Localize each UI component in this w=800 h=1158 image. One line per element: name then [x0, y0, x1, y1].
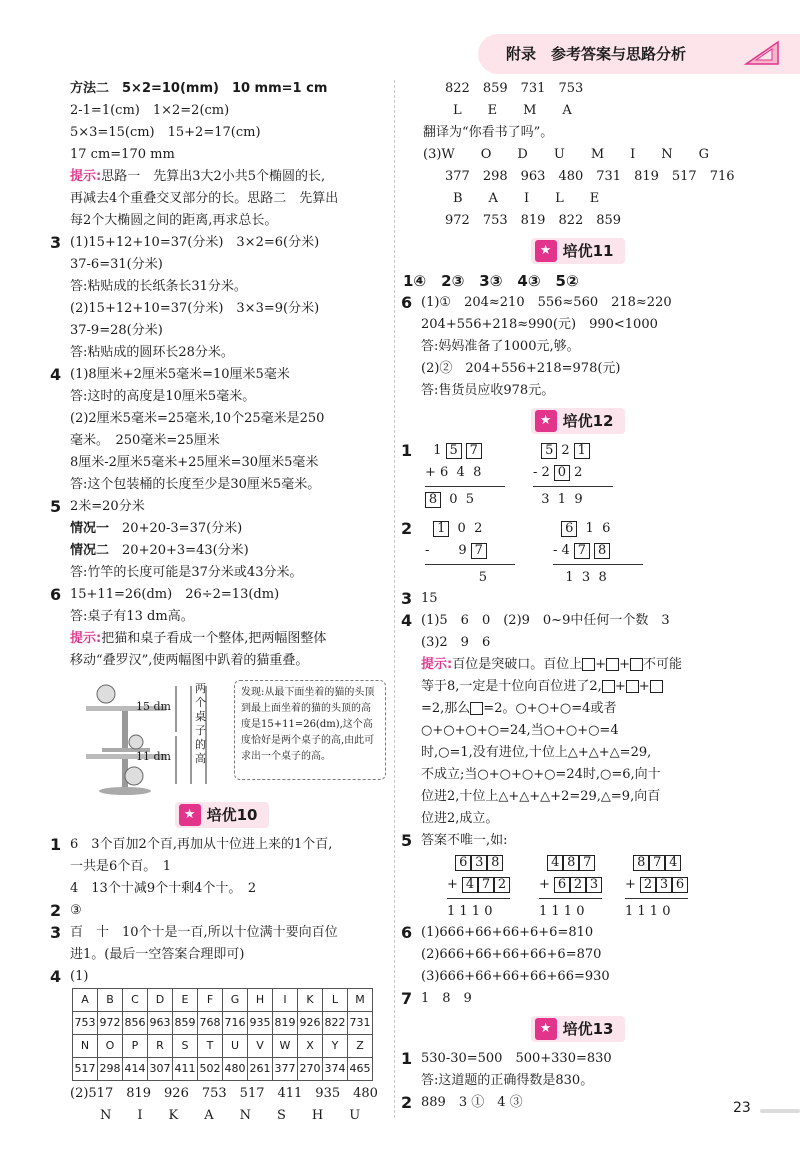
section-title: 培优12 [562, 412, 614, 430]
tip-text: ○+○+○+○=24,当○+○+○=4 [421, 723, 619, 738]
discovery-note: 发现:从最下面坐着的猫的头顶到最上面坐着的猫的头顶的高度是15+11=26(dm),这个高度恰好是两个桌子的高,由此可求出一个桌子的高。 [234, 680, 386, 780]
section-header-12 [531, 408, 626, 434]
question-number: 3 [50, 923, 62, 942]
code-letter-cell: V [248, 1035, 273, 1058]
tip-text: 时,○=1,没有进位,十位上△+△+△=29, [421, 745, 652, 760]
code-number-cell: 298 [98, 1058, 123, 1081]
answer-line: 530-30=500 500+330=830 [421, 1051, 612, 1066]
code-number-cell: 716 [223, 1012, 248, 1035]
answer-line: 答:这道题的正确得数是830。 [421, 1073, 594, 1088]
code-letter-cell: C [123, 989, 148, 1012]
code-letter-cell: H [248, 989, 273, 1012]
right-column: 822 859 731 753 L E M A 翻译为“你看书了吗”。 (3)W O D U M I N G 377 298 963 480 731 819 517 716 B A I L E 972 753 819 822 859 ★ 培优11 1④ 2③ 3③ 4③ 5② 6 (1)① 204≈210 556≈560 218≈220 204+556+218≈990(元) 990<1000 答:妈妈准备了1000元,够。 (2)② 204+556+218=978(元) 答:售货员应收978元。 ★ 培优12 1 1 5 7 + 6 4 8 8 0 5 5 2 1 - 2 0 2 3 1 9 2 1 0 2 - 9 7 5 6 1 6 - 4 7 8 1 3 8 3 15 4 (1)5 6 0 (2)9 0~9中任何一个数 3 (3)2 9 6 提示:百位是突破口。百位上 + + 不可能 等于8,一定是十位向百位进了2, + + =2,那么 =2。○+○+○=4或者 ○+○+○+○=24,当○+○+○=4 时,○=1,没有进位,十位上△+△+△=29, 不成立;当○+○+○+○=24时,○=6,向十 位进2,十位上△+△+△+2=29,△=9,向百 位进2,成立。 5 答案不唯一,如: 6 3 8 + 4 7 2 1 1 1 0 4 8 7 + 6 2 3 1 1 1 0 8 7 4 + 2 3 6 1 1 1 0 6 (1)666+66+66+6+6=810 (2)666+66+66+66+6=870 (3)666+66+66+66+66=930 7 1 8 9 ★ 培优13 1 530-30=500 500+330=830 答:这道题的正确得数是830。 2 889 3 ① 4 ③ [403, 78, 753, 1114]
code-letter-cell: Z [348, 1035, 373, 1058]
answer-line: 答案不唯一,如: [421, 833, 508, 848]
code-number-cell: 819 [273, 1012, 298, 1035]
answer-line: 889 3 ① 4 ③ [421, 1095, 523, 1110]
code-letter-cell: U [223, 1035, 248, 1058]
code-number-cell: 411 [173, 1058, 198, 1081]
code-letter-cell: T [198, 1035, 223, 1058]
column-divider [394, 80, 395, 1118]
question-number: 5 [401, 831, 413, 850]
code-number-cell: 307 [148, 1058, 173, 1081]
tip-text: 等于8,一定是十位向百位进了2, [421, 679, 602, 694]
star-icon: ★ [535, 410, 557, 432]
tip-text: 不成立;当○+○+○+○=24时,○=6,向十 [421, 767, 661, 782]
tip-text: 百位是突破口。百位上 [452, 657, 583, 672]
answer-line: 1 8 9 [421, 991, 472, 1006]
case-label: 情况一 [70, 521, 110, 536]
code-letter-cell: M [348, 989, 373, 1012]
tip-text: =2。○+○+○=4或者 [483, 701, 617, 716]
answer-line: 20+20+3=43(分米) [122, 543, 249, 558]
code-number-cell: 270 [298, 1058, 323, 1081]
code-letter-cell: Y [323, 1035, 348, 1058]
code-letter-cell: I [273, 989, 298, 1012]
tip-text: 位进2,成立。 [421, 811, 499, 826]
question-number: 1 [401, 1049, 413, 1068]
question-number: 6 [401, 293, 413, 312]
code-letter-cell: G [223, 989, 248, 1012]
cat-table-figure [52, 676, 392, 796]
answer-line: B A I L E [453, 191, 600, 206]
code-letter-cell: N [73, 1035, 98, 1058]
answer-line: (1)5 6 0 (2)9 0~9中任何一个数 3 [421, 613, 670, 628]
answer-line: 37-6=31(分米) [70, 257, 163, 272]
answer-line: 1④ 2③ 3③ 4③ 5② [403, 272, 579, 290]
answer-line: 6 3个百加2个百,再加从十位进上来的1个百, [70, 837, 333, 852]
code-number-cell: 963 [148, 1012, 173, 1035]
code-letter-cell: K [298, 989, 323, 1012]
question-number: 4 [50, 365, 62, 384]
header-title: 附录 参考答案与思路分析 [506, 45, 687, 63]
answer-line: 204+556+218≈990(元) 990<1000 [421, 317, 658, 332]
answer-line: 一共是6个百。 1 [70, 859, 172, 874]
code-number-cell: 926 [298, 1012, 323, 1035]
answer-line: 822 859 731 753 [445, 81, 584, 96]
vertical-addition: 8 7 4 + 2 3 6 1 1 1 0 [625, 852, 688, 923]
question-number: 1 [50, 835, 62, 854]
answer-line: 答:竹竿的长度可能是37分米或43分米。 [70, 565, 303, 580]
answer-line: 37-9=28(分米) [70, 323, 163, 338]
answer-line: (1)① 204≈210 556≈560 218≈220 [421, 295, 672, 310]
vertical-addition: 6 3 8 + 4 7 2 1 1 1 0 [447, 852, 510, 923]
tip-text: 不可能 [643, 657, 683, 672]
vertical-subtraction: 5 2 1 - 2 0 2 3 1 9 [533, 440, 613, 511]
question-number: 6 [401, 923, 413, 942]
code-number-cell: 859 [173, 1012, 198, 1035]
section-header-11 [531, 238, 626, 264]
code-number-cell: 935 [248, 1012, 273, 1035]
answer-line: 972 753 819 822 859 [445, 213, 622, 228]
answer-line: 答:妈妈准备了1000元,够。 [421, 339, 580, 354]
answer-line: 百 十 10个十是一百,所以十位满十要向百位 [70, 925, 338, 940]
tip-text: 思路一 先算出3大2小共5个椭圆的长, [101, 169, 326, 184]
question-number: 3 [401, 589, 413, 608]
answer-line: 答:这时的高度是10厘米5毫米。 [70, 389, 256, 404]
code-number-cell: 414 [123, 1058, 148, 1081]
vertical-subtraction: 6 1 6 - 4 7 8 1 3 8 [553, 518, 643, 589]
answer-line: 2米=20分米 [70, 499, 145, 514]
answer-line: (2)666+66+66+66+6=870 [421, 947, 602, 962]
code-number-cell: 753 [73, 1012, 98, 1035]
answer-line: 翻译为“你看书了吗”。 [423, 125, 554, 140]
answer-line: (2)2厘米5毫米=25毫米,10个25毫米是250 [70, 411, 325, 426]
cat-table-illustration [66, 676, 246, 796]
answer-line: 4 13个十减9个十剩4个十。 2 [70, 881, 257, 896]
answer-line: 毫米。 250毫米=25厘米 [70, 433, 220, 448]
code-number-cell: 972 [98, 1012, 123, 1035]
two-tables-label: 两个桌子的高 [195, 682, 206, 765]
question-number: 2 [50, 901, 62, 920]
text-line: 17 cm=170 mm [70, 147, 175, 162]
answer-line: 20+20-3=37(分米) [122, 521, 243, 536]
answer-line: (1)666+66+66+6+6=810 [421, 925, 594, 940]
case-label: 情况二 [70, 543, 110, 558]
answer-line: 答:粘贴成的长纸条长31分米。 [70, 279, 247, 294]
code-letter-cell: F [198, 989, 223, 1012]
page-header [478, 34, 800, 74]
page-bar [760, 1109, 800, 1113]
arith-q5 [403, 852, 753, 922]
answer-line: (3)2 9 6 [421, 635, 491, 650]
tip-text: 每2个大椭圆之间的距离,再求总长。 [70, 213, 278, 228]
letter-code-table [72, 988, 373, 1081]
question-number: 4 [401, 611, 413, 630]
answer-line: (2)15+12+10=37(分米) 3×3=9(分米) [70, 301, 320, 316]
answer-line: 答:这个包装桶的长度至少是30厘米5毫米。 [70, 477, 321, 492]
code-number-cell: 261 [248, 1058, 273, 1081]
code-letter-cell: P [123, 1035, 148, 1058]
tip-text: =2,那么 [421, 701, 471, 716]
code-letter-cell: E [173, 989, 198, 1012]
answer-line: (2)② 204+556+218=978(元) [421, 361, 621, 376]
answer-line: 377 298 963 480 731 819 517 716 [445, 169, 735, 184]
answer-line: ③ [70, 903, 82, 918]
code-number-cell: 374 [323, 1058, 348, 1081]
star-icon: ★ [179, 804, 201, 826]
code-number-cell: 465 [348, 1058, 373, 1081]
vertical-subtraction: 1 0 2 - 9 7 5 [425, 518, 515, 589]
answer-line: 进1。(最后一空答案合理即可) [70, 947, 245, 962]
code-letter-cell: X [298, 1035, 323, 1058]
answer-line: 15 [421, 591, 438, 606]
answer-line: (2)517 819 926 753 517 411 935 480 [70, 1086, 378, 1101]
code-letter-cell: R [148, 1035, 173, 1058]
answer-line: (1) [70, 969, 89, 984]
code-letter-cell: O [98, 1035, 123, 1058]
answer-line: (3)W O D U M I N G [423, 147, 710, 162]
height-label-15: 15 dm [136, 700, 171, 713]
answer-line: L E M A [453, 103, 572, 118]
code-number-cell: 856 [123, 1012, 148, 1035]
height-label-11: 11 dm [136, 750, 171, 763]
left-column [52, 78, 392, 1127]
code-number-cell: 502 [198, 1058, 223, 1081]
code-number-cell: 377 [273, 1058, 298, 1081]
section-header-13 [531, 1016, 626, 1042]
code-number-cell: 822 [323, 1012, 348, 1035]
question-number: 2 [401, 1093, 413, 1112]
code-letter-cell: S [173, 1035, 198, 1058]
section-header-10 [175, 802, 270, 828]
question-number: 3 [50, 233, 62, 252]
tip-text: 把猫和桌子看成一个整体,把两幅图整体 [101, 631, 327, 646]
code-letter-cell: L [323, 989, 348, 1012]
ruler-triangle-icon [742, 38, 782, 68]
section-title: 培优11 [562, 242, 614, 260]
text-line: 2-1=1(cm) 1×2=2(cm) [70, 103, 230, 118]
question-number: 2 [401, 519, 413, 538]
code-letter-cell: B [98, 989, 123, 1012]
code-letter-cell: A [73, 989, 98, 1012]
question-number: 6 [50, 585, 62, 604]
code-number-cell: 517 [73, 1058, 98, 1081]
question-number: 4 [50, 967, 62, 986]
answer-line: (1)15+12+10=37(分米) 3×2=6(分米) [70, 235, 320, 250]
tip-text: 再减去4个重叠交叉部分的长。思路二 先算出 [70, 191, 339, 206]
code-number-cell: 731 [348, 1012, 373, 1035]
answer-line: N I K A N S H U [100, 1108, 361, 1123]
tip-text: 移动“叠罗汉”,使两幅图中趴着的猫重叠。 [70, 653, 309, 668]
section-title: 培优10 [206, 806, 258, 824]
question-number: 7 [401, 989, 413, 1008]
code-number-cell: 768 [198, 1012, 223, 1035]
answer-line: (1)8厘米+2厘米5毫米=10厘米5毫米 [70, 367, 290, 382]
tip-label: 提示: [70, 631, 102, 646]
star-icon: ★ [535, 1018, 557, 1040]
answer-line: 答:粘贴成的圆环长28分米。 [70, 345, 234, 360]
vertical-addition: 1 5 7 + 6 4 8 8 0 5 [425, 440, 505, 511]
answer-line: (3)666+66+66+66+66=930 [421, 969, 610, 984]
section-title: 培优13 [562, 1020, 614, 1038]
code-letter-cell: W [273, 1035, 298, 1058]
star-icon: ★ [535, 240, 557, 262]
tip-label: 提示: [70, 169, 102, 184]
question-number: 5 [50, 497, 62, 516]
question-number: 1 [401, 441, 413, 460]
text-line: 5×3=15(cm) 15+2=17(cm) [70, 125, 261, 140]
arith-q1 [403, 440, 753, 510]
answer-line: 答:桌子有13 dm高。 [70, 609, 194, 624]
arith-q2 [403, 518, 753, 588]
page-number: 23 [733, 1100, 751, 1116]
code-number-cell: 480 [223, 1058, 248, 1081]
answer-line: 8厘米-2厘米5毫米+25厘米=30厘米5毫米 [70, 455, 319, 470]
tip-text: 位进2,十位上△+△+△+2=29,△=9,向百 [421, 789, 661, 804]
answer-line: 15+11=26(dm) 26÷2=13(dm) [70, 587, 280, 602]
method-label: 方法二 5×2=10(mm) 10 mm=1 cm [70, 81, 328, 96]
answer-line: 答:售货员应收978元。 [421, 383, 555, 398]
code-letter-cell: D [148, 989, 173, 1012]
tip-label: 提示: [421, 657, 453, 672]
vertical-addition: 4 8 7 + 6 2 3 1 1 1 0 [539, 852, 602, 923]
